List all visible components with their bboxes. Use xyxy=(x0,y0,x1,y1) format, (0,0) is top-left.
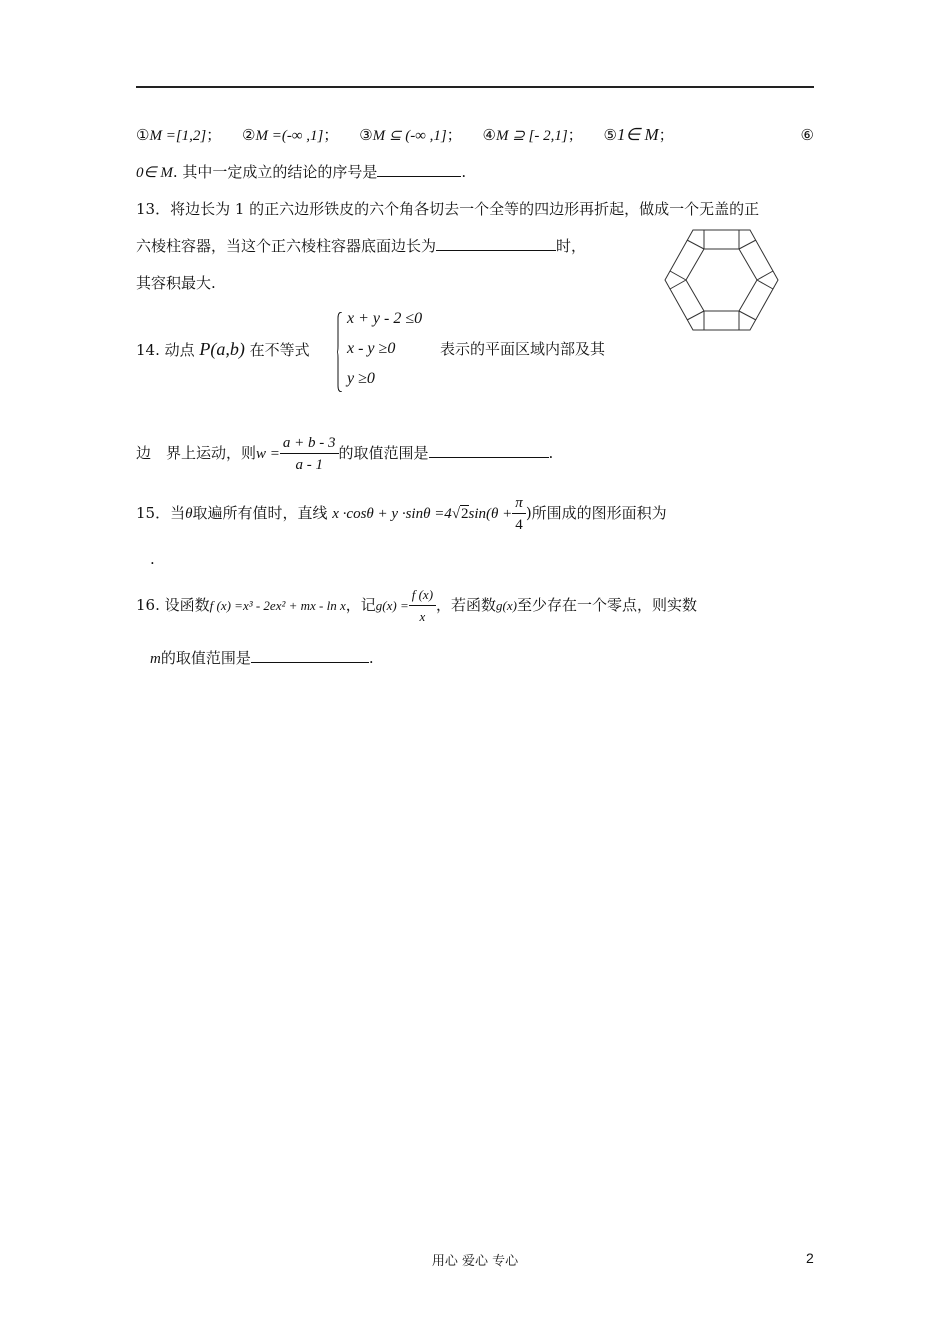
q12-opt6-expr: 0∈ M xyxy=(136,165,173,181)
q13-line3: 其容积最大. xyxy=(136,274,216,292)
q16-line1: 16. 设函数f (x) =x³ - 2ex² + mx - ln x，记g(x) = $\frac{f (x)}{x}$ ，若函数g(x)至少存在一个零点，则实数 xyxy=(136,582,697,629)
q12-options-line: ①M =[1,2]； ②M =(-∞ ,1]； ③M ⊆ (-∞ ,1]； ④M ⊇ [- 2,1]； ⑤1∈ M； ⑥ xyxy=(136,125,814,144)
hexagon-figure xyxy=(664,229,779,331)
q16-line2: m的取值范围是 . xyxy=(150,646,374,670)
page-footer: 用心 爱心 专心 xyxy=(431,1254,519,1269)
q14-ineq3: y ≥0 xyxy=(347,370,375,387)
q12-opt2: ②M =(-∞ ,1] xyxy=(242,126,324,144)
q14-ineq2: x - y ≥0 xyxy=(347,340,396,357)
q12-answer-blank[interactable] xyxy=(377,160,461,177)
q14-suffix: 表示的平面区域内部及其 xyxy=(440,340,606,358)
q12-opt6-mark: ⑥ xyxy=(800,126,814,144)
q13-answer-blank[interactable] xyxy=(436,234,556,251)
q12-opt1: ①M =[1,2] xyxy=(136,126,207,144)
q14-ineq1: x + y - 2 ≤0 xyxy=(347,310,423,327)
q15-line1: 15．当θ取遍所有值时，直线 x ·cosθ + y ·sinθ =4√2sin(θ + $\frac{\pi}{4}$ )所围成的图形面积为 xyxy=(136,488,814,539)
q16-answer-blank[interactable] xyxy=(251,646,369,663)
q14-fraction: $\frac{a + b - 3}{a - 1}$ xyxy=(280,433,339,476)
q14-line1: 14. 动点 P(a,b) 在不等式 xyxy=(136,339,310,359)
q13-line2: 六棱柱容器，当这个正六棱柱容器底面边长为 时， xyxy=(136,234,586,257)
q12-tail: . 其中一定成立的结论的序号是 xyxy=(172,163,378,181)
q12-opt4: ④M ⊇ [- 2,1] xyxy=(482,126,568,144)
q12-opt5: ⑤1∈ M xyxy=(603,125,659,144)
q15-fraction: $\frac{\pi}{4}$ xyxy=(512,493,526,536)
q14-point: P(a,b) xyxy=(199,339,245,359)
q15-line2: . xyxy=(150,550,155,568)
brace-icon xyxy=(337,312,343,392)
page-number: 2 xyxy=(806,1250,814,1266)
header-rule xyxy=(136,86,814,88)
q12-opt3: ③M ⊆ (-∞ ,1] xyxy=(359,126,447,144)
q12-tail-line: 0∈ M. 其中一定成立的结论的序号是 . xyxy=(136,160,466,184)
q16-fraction: $\frac{f (x)}{x}$ xyxy=(409,585,436,628)
q14-line2: 边 界上运动，则w = $\frac{a + b - 3}{a - 1}$ 的取值范围是 . xyxy=(136,428,553,479)
q14-answer-blank[interactable] xyxy=(429,441,549,458)
q13-line1: 13．将边长为 1 的正六边形铁皮的六个角各切去一个全等的四边形再折起，做成一个无盖的正 xyxy=(136,200,760,218)
